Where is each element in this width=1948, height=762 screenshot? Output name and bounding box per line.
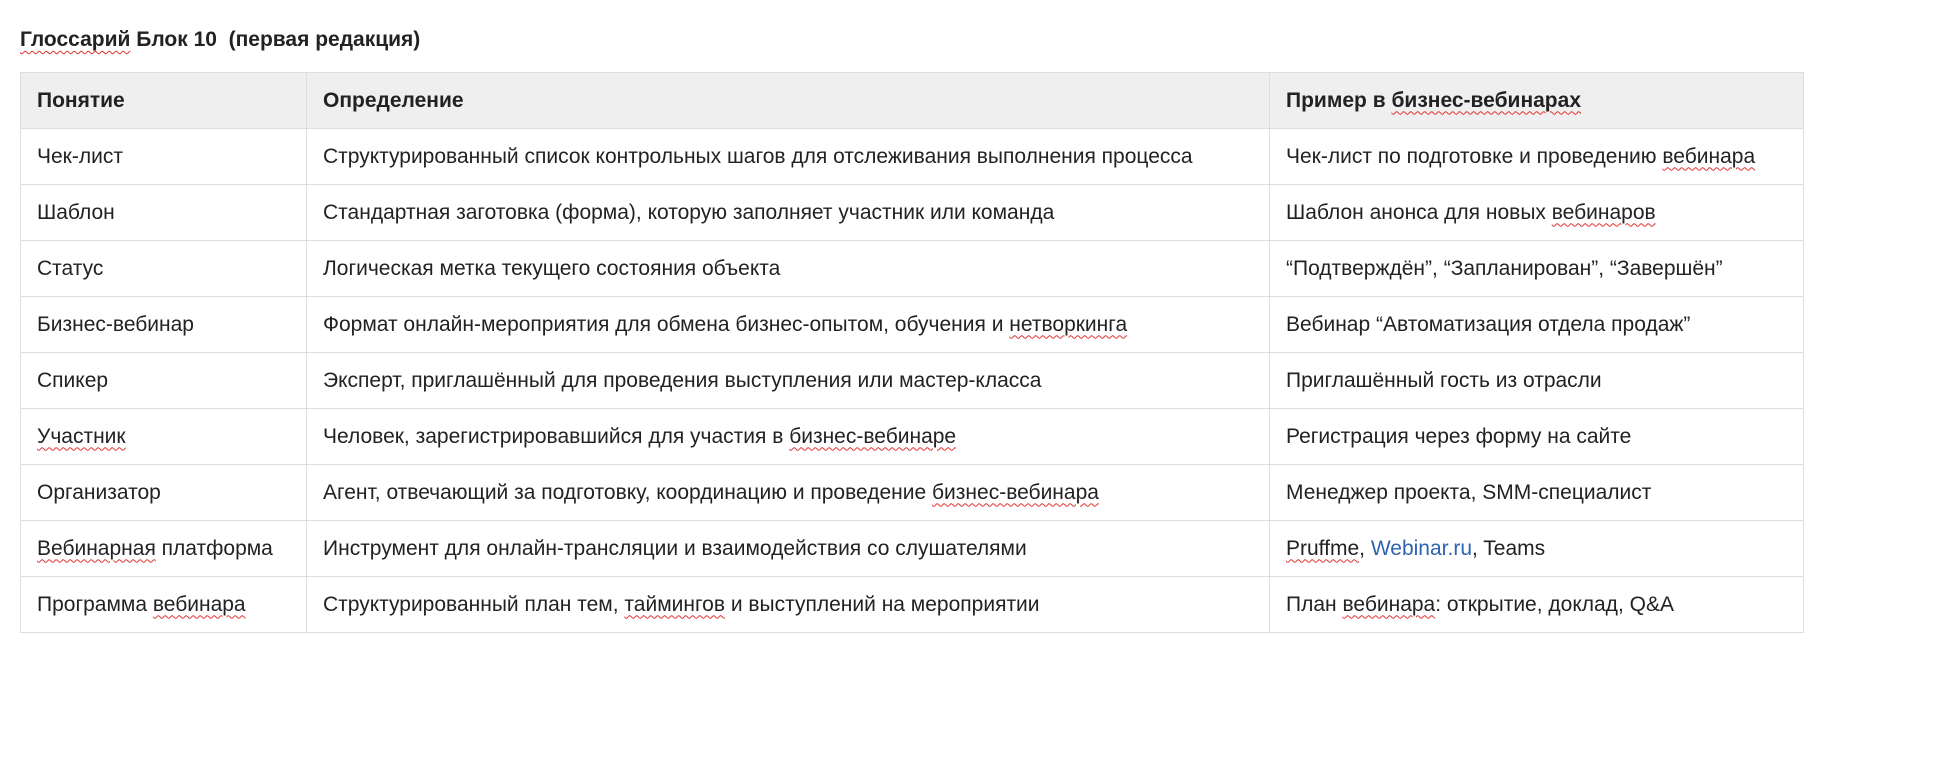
document bbox=[20, 26, 1804, 633]
definition-spell-word: таймингов bbox=[624, 592, 725, 616]
table-row bbox=[21, 521, 1804, 577]
header-example-word: бизнес-вебинарах bbox=[1391, 88, 1581, 112]
table-row bbox=[21, 353, 1804, 409]
definition-text: и выступлений на мероприятии bbox=[725, 592, 1040, 616]
term-cell: Организатор bbox=[21, 465, 307, 521]
term-cell bbox=[21, 409, 307, 465]
example-cell bbox=[1270, 185, 1804, 241]
glossary-table bbox=[20, 72, 1804, 633]
definition-cell: Эксперт, приглашённый для проведения выступления или мастер-класса bbox=[307, 353, 1270, 409]
title-word: Глоссарий bbox=[20, 28, 131, 51]
definition-text: Человек, зарегистрировавшийся для участия в bbox=[323, 424, 790, 448]
table-row bbox=[21, 185, 1804, 241]
example-cell: Вебинар “Автоматизация отдела продаж” bbox=[1270, 297, 1804, 353]
header-example bbox=[1270, 73, 1804, 129]
term-cell: Спикер bbox=[21, 353, 307, 409]
example-spell-word: вебинара bbox=[1662, 144, 1756, 168]
definition-cell bbox=[307, 297, 1270, 353]
example-spell-word: вебинаров bbox=[1551, 200, 1656, 224]
table-row bbox=[21, 241, 1804, 297]
definition-cell: Структурированный список контрольных шагов для отслеживания выполнения процесса bbox=[307, 129, 1270, 185]
header-example-lead: Пример в bbox=[1286, 88, 1392, 112]
example-separator: , bbox=[1359, 536, 1371, 560]
example-text: , Teams bbox=[1472, 536, 1546, 560]
term-cell bbox=[21, 521, 307, 577]
definition-spell-word: бизнес-вебинаре bbox=[789, 424, 957, 448]
term-spell-word: вебинара bbox=[152, 592, 246, 616]
definition-cell: Стандартная заготовка (форма), которую заполняет участник или команда bbox=[307, 185, 1270, 241]
header-definition: Определение bbox=[307, 73, 1270, 129]
example-spell-word: вебинара bbox=[1342, 592, 1436, 616]
definition-cell bbox=[307, 465, 1270, 521]
example-cell bbox=[1270, 577, 1804, 633]
webinar-link[interactable]: Webinar.ru bbox=[1370, 536, 1472, 560]
definition-cell: Инструмент для онлайн-трансляции и взаимодействия со слушателями bbox=[307, 521, 1270, 577]
example-text: : открытие, доклад, Q&A bbox=[1435, 592, 1674, 616]
definition-spell-word: нетворкинга bbox=[1009, 312, 1128, 336]
term-cell: Чек-лист bbox=[21, 129, 307, 185]
term-text: Программа bbox=[37, 592, 153, 616]
definition-spell-word: бизнес-вебинара bbox=[932, 480, 1099, 504]
example-text: Шаблон анонса для новых bbox=[1286, 200, 1552, 224]
example-cell bbox=[1270, 521, 1804, 577]
table-row bbox=[21, 297, 1804, 353]
document-title bbox=[20, 26, 1804, 54]
term-spell-word: Вебинарная bbox=[37, 536, 156, 560]
term-spell-word: Участник bbox=[37, 424, 126, 448]
example-text: План bbox=[1286, 592, 1343, 616]
definition-text: Агент, отвечающий за подготовку, координацию и проведение bbox=[323, 480, 933, 504]
example-text: Чек-лист по подготовке и проведению bbox=[1286, 144, 1663, 168]
example-cell: Менеджер проекта, SMM-специалист bbox=[1270, 465, 1804, 521]
definition-cell: Логическая метка текущего состояния объекта bbox=[307, 241, 1270, 297]
example-cell: “Подтверждён”, “Запланирован”, “Завершён” bbox=[1270, 241, 1804, 297]
title-rest: Блок 10 (первая редакция) bbox=[130, 28, 421, 51]
example-cell bbox=[1270, 129, 1804, 185]
example-spell-word: Pruffme bbox=[1286, 536, 1360, 560]
definition-text: Формат онлайн-мероприятия для обмена бизнес-опытом, обучения и bbox=[323, 312, 1010, 336]
example-cell: Приглашённый гость из отрасли bbox=[1270, 353, 1804, 409]
definition-text: Структурированный план тем, bbox=[323, 592, 625, 616]
table-row bbox=[21, 129, 1804, 185]
example-cell: Регистрация через форму на сайте bbox=[1270, 409, 1804, 465]
definition-cell bbox=[307, 577, 1270, 633]
definition-cell bbox=[307, 409, 1270, 465]
term-cell: Бизнес-вебинар bbox=[21, 297, 307, 353]
term-cell: Шаблон bbox=[21, 185, 307, 241]
term-text: платформа bbox=[155, 536, 273, 560]
header-term: Понятие bbox=[21, 73, 307, 129]
table-row bbox=[21, 465, 1804, 521]
table-row bbox=[21, 409, 1804, 465]
term-cell bbox=[21, 577, 307, 633]
table-header-row bbox=[21, 73, 1804, 129]
term-cell: Статус bbox=[21, 241, 307, 297]
table-row bbox=[21, 577, 1804, 633]
